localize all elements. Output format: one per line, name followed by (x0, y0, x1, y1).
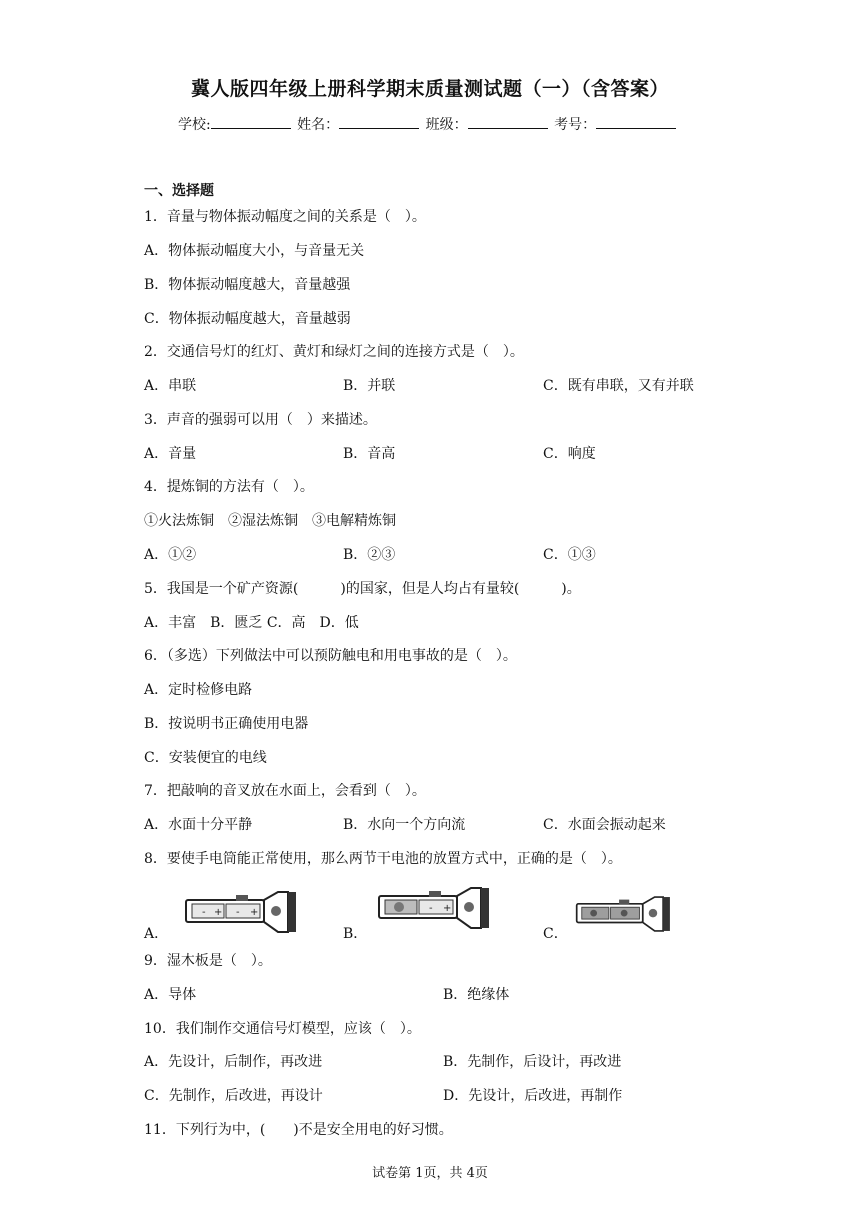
school-label: 学校: (178, 117, 211, 133)
question-4-option-c: C．①③ (543, 547, 596, 563)
student-info-line (178, 114, 678, 134)
class-label: 班级： (425, 117, 468, 133)
question-8-stem: 8．要使手电筒能正常使用，那么两节干电池的放置方式中，正确的是（ ）。 (144, 851, 622, 867)
name-blank (339, 116, 419, 129)
question-1-option-a: A．物体振动幅度大小，与音量无关 (144, 243, 365, 259)
question-4-stem: 4．提炼铜的方法有（ ）。 (144, 479, 314, 495)
flashlight-option-a-image (184, 890, 302, 934)
question-8-option-a: A． (144, 926, 169, 942)
svg-text:+: + (443, 903, 452, 914)
question-1-option-b: B．物体振动幅度越大，音量越强 (144, 277, 351, 293)
question-5-options: A．丰富 B．匮乏 C．高 D．低 (144, 615, 359, 631)
flashlight-option-b-image (377, 886, 495, 930)
question-7-option-b: B．水向一个方向流 (343, 817, 466, 833)
question-10-option-a: A．先设计，后制作，再改进 (144, 1054, 323, 1070)
svg-text:-: - (202, 907, 206, 918)
question-4-option-a: A．①② (144, 547, 197, 563)
question-10-option-d: D．先设计，后改进，再制作 (443, 1088, 623, 1104)
question-6-option-c: C．安装便宜的电线 (144, 750, 267, 766)
question-10-stem: 10．我们制作交通信号灯模型，应该（ ）。 (144, 1021, 421, 1037)
question-3-option-a: A．音量 (144, 446, 197, 462)
page-title: 冀人版四年级上册科学期末质量测试题（一）（含答案） (190, 78, 669, 100)
svg-text:-: - (429, 903, 433, 914)
question-6-stem: 6．（多选）下列做法中可以预防触电和用电事故的是（ ）。 (144, 648, 517, 664)
class-blank (468, 116, 548, 129)
exam-no-label: 考号： (554, 117, 597, 133)
svg-text:-: - (236, 907, 240, 918)
question-4-option-b: B．②③ (343, 547, 396, 563)
question-10-option-c: C．先制作，后改进，再设计 (144, 1088, 323, 1104)
flashlight-option-c-image (575, 892, 675, 936)
question-7-stem: 7．把敲响的音叉放在水面上，会看到（ ）。 (144, 783, 426, 799)
question-3-option-b: B．音高 (343, 446, 396, 462)
question-2-option-a: A．串联 (144, 378, 197, 394)
question-3-stem: 3．声音的强弱可以用（ ）来描述。 (144, 412, 377, 428)
question-2-stem: 2．交通信号灯的红灯、黄灯和绿灯之间的连接方式是（ ）。 (144, 344, 524, 360)
question-2-option-b: B．并联 (343, 378, 396, 394)
question-1-stem: 1．音量与物体振动幅度之间的关系是（ ）。 (144, 209, 426, 225)
question-9-option-a: A．导体 (144, 987, 197, 1003)
exam-no-blank (596, 116, 676, 129)
question-5-stem: 5．我国是一个矿产资源( )的国家，但是人均占有量较( )。 (144, 581, 581, 597)
page-footer: 试卷第 1页，共 4页 (372, 1166, 488, 1181)
svg-text:+: + (250, 907, 259, 918)
svg-text:+: + (214, 907, 223, 918)
question-2-option-c: C．既有串联，又有并联 (543, 378, 694, 394)
question-9-stem: 9．湿木板是（ ）。 (144, 953, 272, 969)
name-label: 姓名： (297, 117, 340, 133)
question-10-option-b: B．先制作，后设计，再改进 (443, 1054, 622, 1070)
school-blank (211, 116, 291, 129)
question-8-option-c: C． (543, 926, 568, 942)
question-9-option-b: B．绝缘体 (443, 987, 510, 1003)
question-11-stem: 11．下列行为中，( )不是安全用电的好习惯。 (144, 1122, 453, 1138)
question-6-option-b: B．按说明书正确使用电器 (144, 716, 309, 732)
question-7-option-c: C．水面会振动起来 (543, 817, 666, 833)
question-8-option-b: B． (343, 926, 368, 942)
question-1-option-c: C．物体振动幅度越大，音量越弱 (144, 311, 351, 327)
question-3-option-c: C．响度 (543, 446, 596, 462)
question-7-option-a: A．水面十分平静 (144, 817, 253, 833)
question-4-note: ①火法炼铜 ②湿法炼铜 ③电解精炼铜 (144, 513, 396, 529)
question-6-option-a: A．定时检修电路 (144, 682, 253, 698)
section-title: 一、选择题 (144, 183, 214, 199)
